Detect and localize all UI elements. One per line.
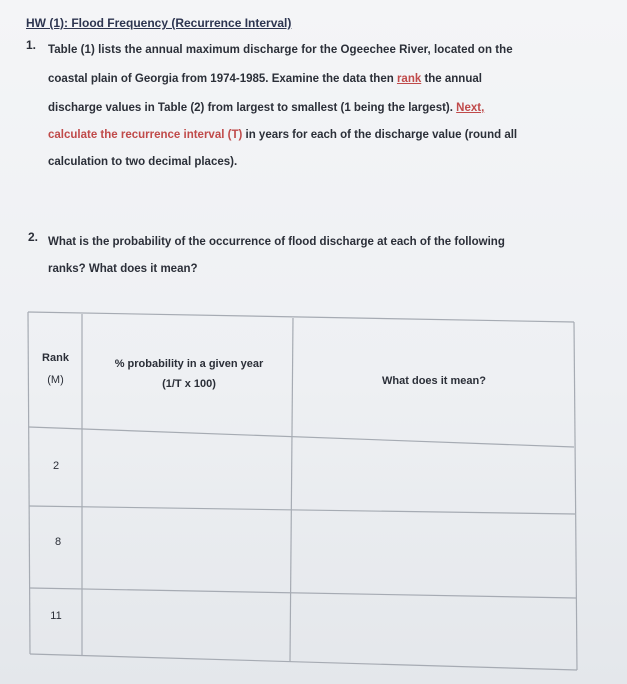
question-1-line-5: calculation to two decimal places).	[48, 156, 238, 168]
rank-value-row-3: 11	[50, 610, 62, 622]
probability-answer-row-1[interactable]	[86, 432, 286, 502]
rank-keyword: rank	[396, 73, 422, 85]
question-2-line-1: What is the probability of the occurrence of flood discharge at each of the following	[48, 236, 505, 248]
question-1-number: 1.	[26, 38, 37, 52]
recurrence-keyword: calculate the recurrence interval (T)	[48, 129, 243, 141]
probability-answer-row-3[interactable]	[86, 594, 286, 654]
rank-header: Rank	[42, 352, 69, 364]
table-right-border	[574, 322, 577, 670]
next-keyword: Next,	[456, 102, 485, 114]
probability-header-formula: (1/T x 100)	[162, 378, 216, 390]
page-title: HW (1): Flood Frequency (Recurrence Interval)	[26, 16, 292, 30]
meaning-answer-row-3[interactable]	[298, 602, 570, 662]
question-1-line-2-start: coastal plain of Georgia from 1974-1985. Examine the data then	[48, 73, 397, 85]
rank-value-row-2: 8	[54, 536, 62, 548]
table-top-border	[28, 312, 574, 322]
rank-value-row-1: 2	[52, 460, 60, 472]
question-2-line-2: ranks? What does it mean?	[48, 263, 198, 275]
question-1-line-1: Table (1) lists the annual maximum discharge for the Ogeechee River, located on the	[48, 44, 513, 56]
question-1-line-2-end: the annual	[421, 73, 482, 85]
meaning-answer-row-1[interactable]	[298, 440, 570, 506]
question-1-line-3-start: discharge values in Table (2) from largest to smallest (1 being the largest).	[48, 102, 457, 114]
meaning-header: What does it mean?	[382, 375, 486, 387]
question-2-number: 2.	[28, 230, 39, 244]
table-col-line-2	[290, 318, 293, 662]
meaning-answer-row-2[interactable]	[298, 518, 570, 590]
question-1-line-4-end: in years for each of the discharge value (round all	[242, 129, 518, 141]
table-left-border	[28, 312, 30, 654]
rank-header-sub: (M)	[47, 374, 64, 386]
probability-header: % probability in a given year	[114, 358, 264, 370]
probability-answer-row-2[interactable]	[86, 512, 286, 584]
